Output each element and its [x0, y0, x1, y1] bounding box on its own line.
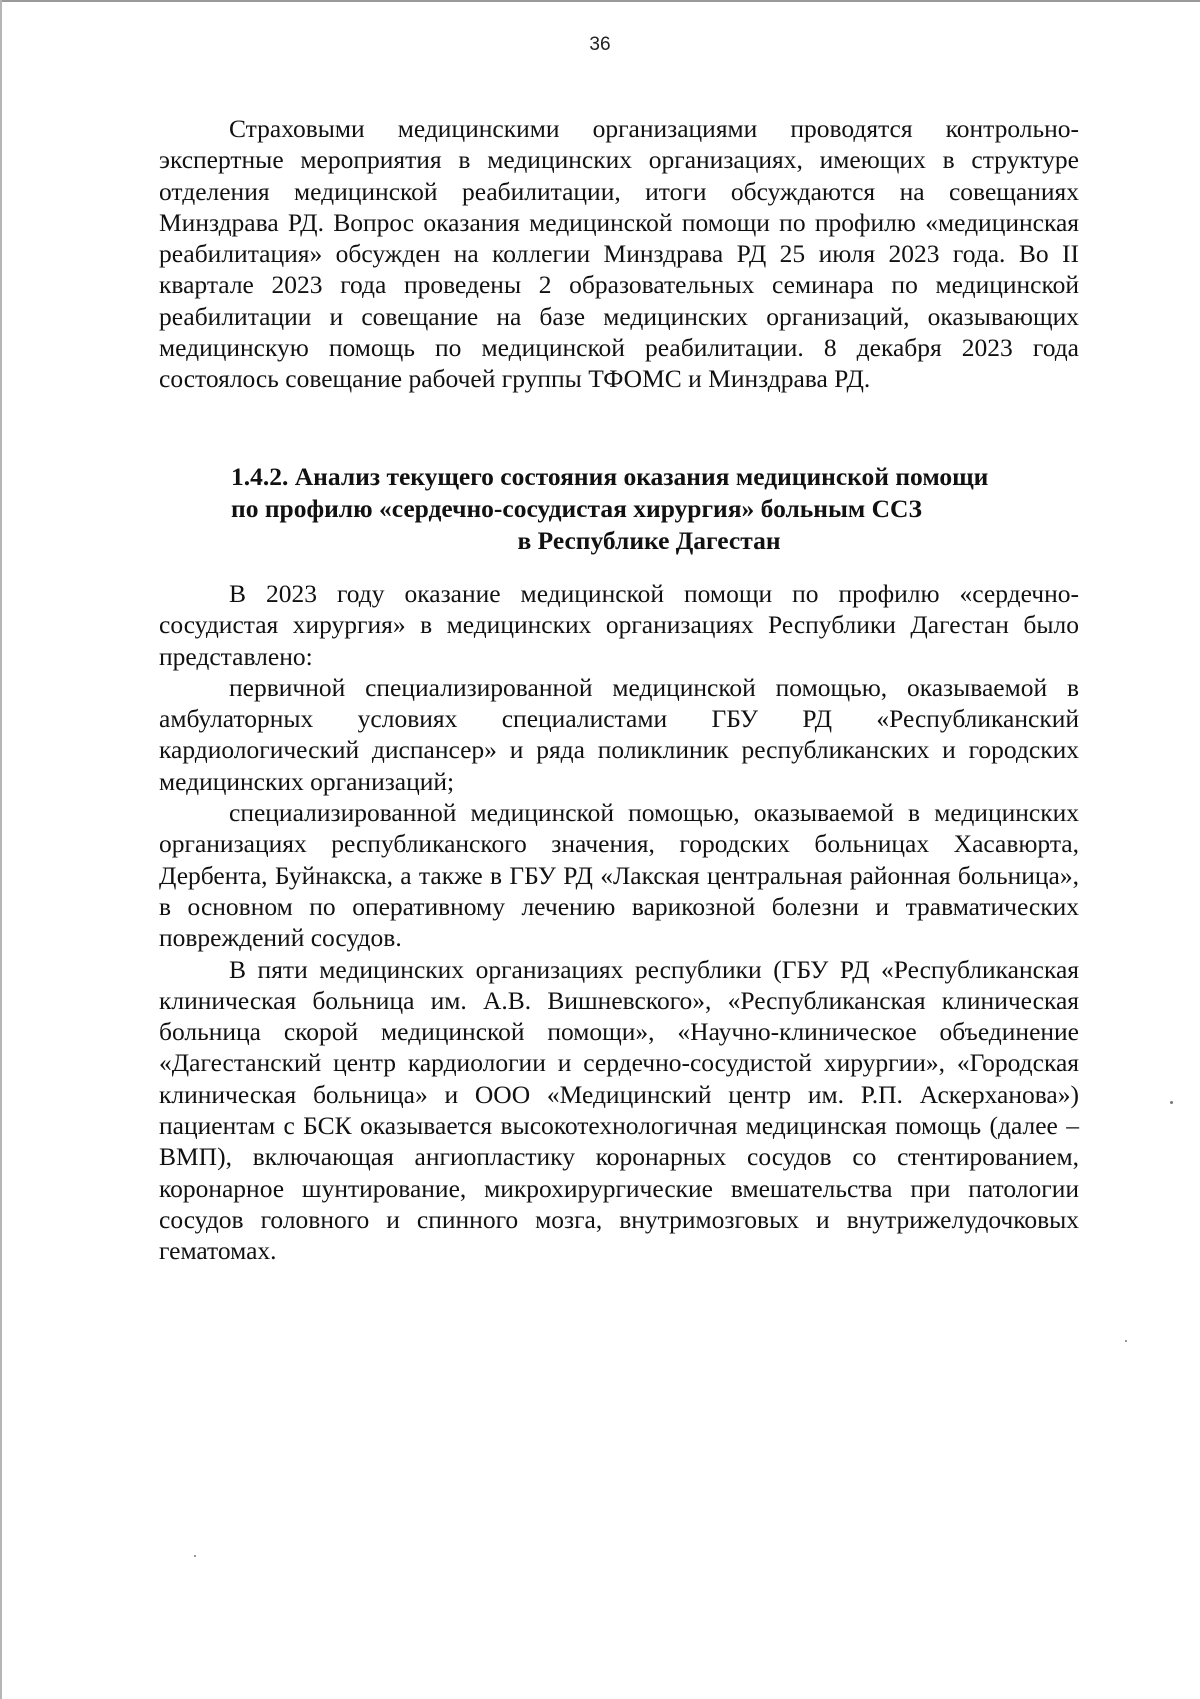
section-heading-line-3: в Республике Дагестан: [517, 526, 781, 555]
paragraph-high-tech-care: В пяти медицинских организациях республики (ГБУ РД «Республиканская клиническая больница им. А.В. Вишневского», «Республиканская клиническая больница скорой медицинской помощи», «Научно-клиническое объединение «Дагестанский центр кардиологии и сердечно-сосудистой хирургии», «Городская клиническая больница» и ООО «Медицинский центр им. Р.П. Аскерханова») пациентам с БСК оказывается высокотехнологичная медицинская помощь (далее – ВМП), включающая ангиопластику коронарных сосудов со стентированием, коронарное шунтирование, микрохирургические вмешательства при патологии сосудов головного и спинного мозга, внутримозговых и внутрижелудочковых гематомах.: [159, 954, 1079, 1266]
scan-speck: [1170, 1101, 1173, 1104]
paragraph-primary-care: первичной специализированной медицинской помощью, оказываемой в амбулаторных условиях специалистами ГБУ РД «Республиканский кардиологический диспансер» и ряда поликлиник республиканских и городских медицинских организаций;: [159, 672, 1079, 796]
section-heading-line-1: 1.4.2. Анализ текущего состояния оказания медицинской помощи: [231, 462, 989, 491]
page-number: 36: [589, 34, 611, 55]
section-text-block: [159, 578, 1079, 1267]
scan-edge-top: [0, 0, 1200, 2]
section-heading: [159, 461, 1079, 557]
intro-text-block: [159, 113, 1079, 395]
scan-speck: [1125, 1340, 1127, 1342]
paragraph-insurance-control: Страховыми медицинскими организациями проводятся контрольно-экспертные мероприятия в медицинских организациях, имеющих в структуре отделения медицинской реабилитации, итоги обсуждаются на совещаниях Минздрава РД. Вопрос оказания медицинской помощи по профилю «медицинская реабилитация» обсужден на коллегии Минздрава РД 25 июля 2023 года. Во II квартале 2023 года проведены 2 образовательных семинара по медицинской реабилитации и совещание на базе медицинских организаций, оказывающих медицинскую помощь по медицинской реабилитации. 8 декабря 2023 года состоялось совещание рабочей группы ТФОМС и Минздрава РД.: [159, 114, 1079, 394]
scan-edge-left: [0, 0, 2, 1699]
paragraph-specialized-care: специализированной медицинской помощью, оказываемой в медицинских организациях республиканского значения, городских больницах Хасавюрта, Дербента, Буйнакска, а также в ГБУ РД «Лакская центральная районная больница», в основном по оперативному лечению варикозной болезни и травматических повреждений сосудов.: [159, 798, 1079, 953]
paragraph-2023-overview: В 2023 году оказание медицинской помощи по профилю «сердечно-сосудистая хирургия» в медицинских организациях Республики Дагестан было представлено:: [159, 579, 1079, 671]
scan-speck: [194, 1555, 196, 1557]
section-heading-line-2: по профилю «сердечно-сосудистая хирургия» больным ССЗ: [231, 494, 922, 523]
